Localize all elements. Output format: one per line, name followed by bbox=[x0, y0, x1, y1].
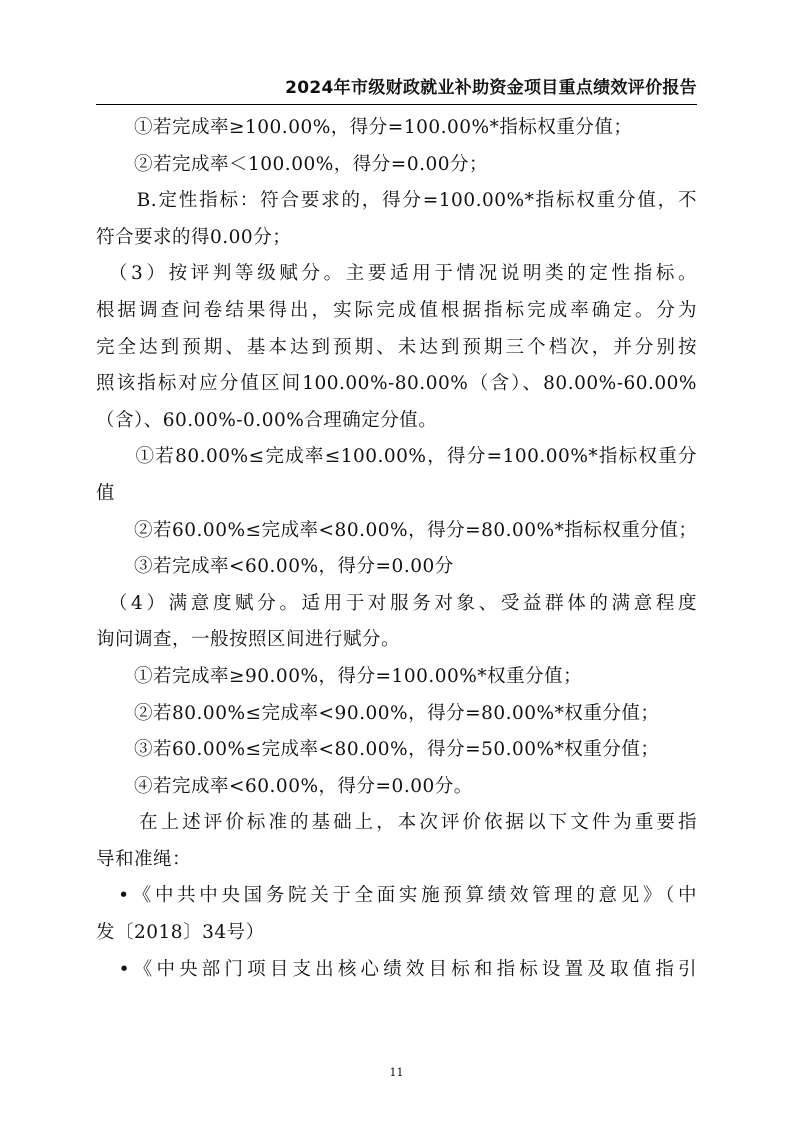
text-line: ④若完成率<60.00%，得分=0.00分。 bbox=[96, 775, 473, 797]
text-line: （4）满意度赋分。适用于对服务对象、受益群体的满意程度 bbox=[96, 592, 697, 614]
text-line: 值 bbox=[96, 482, 116, 504]
text-line: 照该指标对应分值区间100.00%-80.00%（含）、80.00%-60.00% bbox=[96, 373, 697, 395]
text-line: ①若完成率≥90.00%，得分=100.00%*权重分值； bbox=[96, 665, 583, 687]
text-line: 完全达到预期、基本达到预期、未达到预期三个档次，并分别按 bbox=[96, 336, 697, 358]
text-line: ②若完成率＜100.00%，得分=0.00分； bbox=[96, 153, 489, 175]
text-line: ①若完成率≥100.00%，得分=100.00%*指标权重分值； bbox=[96, 117, 633, 138]
text-line: 发〔2018〕34号） bbox=[96, 922, 265, 944]
text-line: ②若80.00%≤完成率<90.00%，得分=80.00%*权重分值； bbox=[96, 702, 660, 724]
text-line: •《中央部门项目支出核心绩效目标和指标设置及取值指引 bbox=[96, 958, 697, 980]
document-body bbox=[96, 110, 697, 988]
text-line: 符合要求的得0.00分； bbox=[96, 226, 292, 248]
text-line: •《中共中央国务院关于全面实施预算绩效管理的意见》（中 bbox=[96, 885, 697, 907]
text-line: ③若60.00%≤完成率<80.00%，得分=50.00%*权重分值； bbox=[96, 739, 660, 761]
text-line: ①若80.00%≤完成率≤100.00%，得分=100.00%*指标权重分 bbox=[96, 446, 697, 468]
text-line: （含）、60.00%-0.00%合理确定分值。 bbox=[96, 409, 438, 431]
text-line: 在上述评价标准的基础上，本次评价依据以下文件为重要指 bbox=[96, 812, 697, 834]
text-line: 导和准绳： bbox=[96, 848, 192, 870]
text-line: ③若完成率<60.00%，得分=0.00分 bbox=[96, 556, 454, 578]
text-line: （3）按评判等级赋分。主要适用于情况说明类的定性指标。 bbox=[96, 263, 697, 285]
text-line: 根据调查问卷结果得出，实际完成值根据指标完成率确定。分为 bbox=[96, 299, 697, 321]
text-line: 询问调查，一般按照区间进行赋分。 bbox=[96, 629, 401, 651]
report-title: 2024年市级财政就业补助资金项目重点绩效评价报告 bbox=[285, 78, 697, 98]
text-line: ②若60.00%≤完成率<80.00%，得分=80.00%*指标权重分值； bbox=[96, 519, 697, 541]
text-line: B.定性指标：符合要求的，得分=100.00%*指标权重分值，不 bbox=[96, 190, 697, 212]
page-number: 11 bbox=[389, 1066, 404, 1079]
page-header bbox=[96, 76, 697, 105]
